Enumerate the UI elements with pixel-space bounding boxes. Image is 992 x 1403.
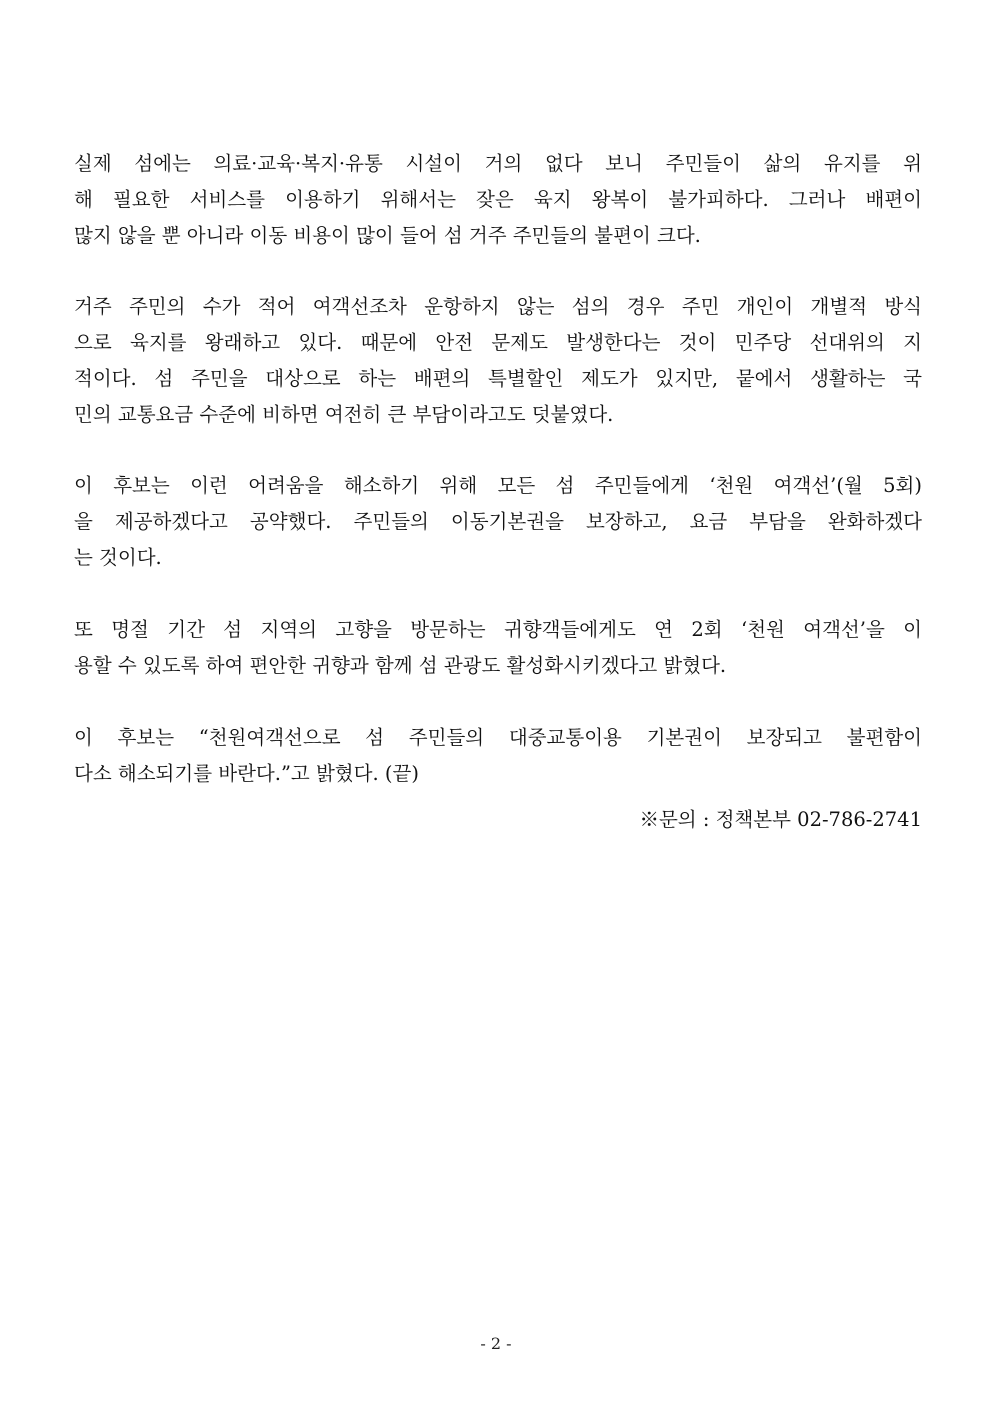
body-paragraph-1 xyxy=(74,146,922,254)
paragraph-line: 용할 수 있도록 하여 편안한 귀향과 함께 섬 관광도 활성화시키겠다고 밝혔다. xyxy=(74,654,727,677)
contact-info: ※문의 : 정책본부 02-786-2741 xyxy=(639,808,922,831)
paragraph-line: 거주 주민의 수가 적어 여객선조차 운항하지 않는 섬의 경우 주민 개인이 개별적 방식 xyxy=(74,295,922,318)
body-paragraph-4 xyxy=(74,612,922,684)
body-paragraph-5 xyxy=(74,720,922,792)
body-paragraph-3 xyxy=(74,468,922,576)
body-paragraph-2 xyxy=(74,289,922,433)
paragraph-line: 이 후보는 이런 어려움을 해소하기 위해 모든 섬 주민들에게 ‘천원 여객선’(월 5회) xyxy=(74,474,922,497)
paragraph-line: 해 필요한 서비스를 이용하기 위해서는 잦은 육지 왕복이 불가피하다. 그러나 배편이 xyxy=(74,188,922,211)
paragraph-line: 이 후보는 “천원여객선으로 섬 주민들의 대중교통이용 기본권이 보장되고 불편함이 xyxy=(74,726,922,749)
paragraph-line: 는 것이다. xyxy=(74,546,162,569)
page-number: - 2 - xyxy=(480,1334,512,1353)
paragraph-line: 실제 섬에는 의료·교육·복지·유통 시설이 거의 없다 보니 주민들이 삶의 유지를 위 xyxy=(74,152,922,175)
paragraph-line: 으로 육지를 왕래하고 있다. 때문에 안전 문제도 발생한다는 것이 민주당 선대위의 지 xyxy=(74,331,922,354)
paragraph-line: 적이다. 섬 주민을 대상으로 하는 배편의 특별할인 제도가 있지만, 뭍에서 생활하는 국 xyxy=(74,367,922,390)
paragraph-line: 많지 않을 뿐 아니라 이동 비용이 많이 들어 섬 거주 주민들의 불편이 크다. xyxy=(74,224,701,247)
paragraph-line: 을 제공하겠다고 공약했다. 주민들의 이동기본권을 보장하고, 요금 부담을 완화하겠다 xyxy=(74,510,922,533)
paragraph-line: 다소 해소되기를 바란다.”고 밝혔다. (끝) xyxy=(74,762,419,785)
paragraph-line: 민의 교통요금 수준에 비하면 여전히 큰 부담이라고도 덧붙였다. xyxy=(74,403,614,426)
paragraph-line: 또 명절 기간 섬 지역의 고향을 방문하는 귀향객들에게도 연 2회 ‘천원 여객선’을 이 xyxy=(74,618,922,641)
